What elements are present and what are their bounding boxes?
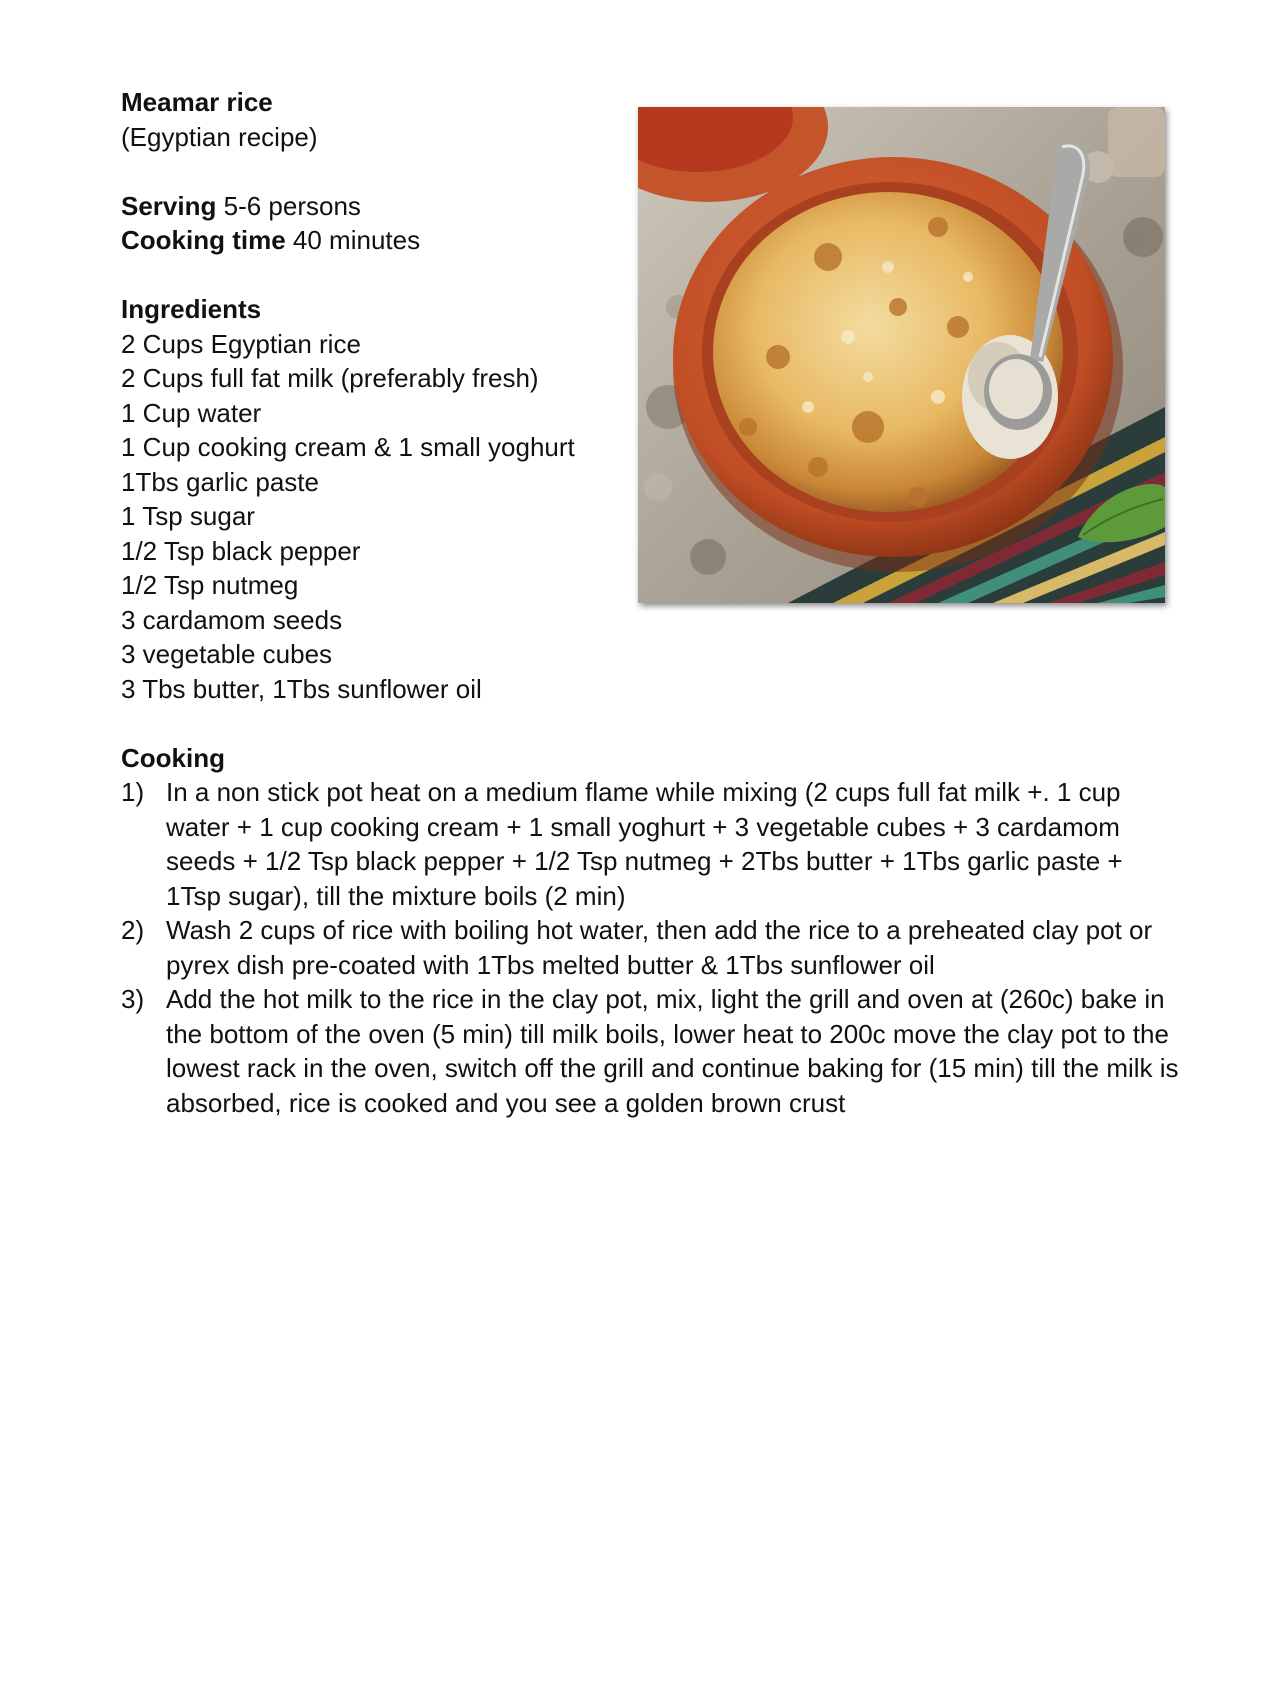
step-text: Add the hot milk to the rice in the clay pot, mix, light the grill and oven at (260c) bake in the bottom of the oven (5 min) till milk boils, lower heat to 200c move the clay pot to the lowest rack in the oven, switch off the grill and continue baking for (15 min) till the milk is absorbed, rice is cooked and you see a golden brown crust xyxy=(166,984,1179,1118)
ingredient-item: 3 Tbs butter, 1Tbs sunflower oil xyxy=(121,673,482,704)
ingredient-item: 1/2 Tsp black pepper xyxy=(121,535,361,566)
ingredient-item: 2 Cups full fat milk (preferably fresh) xyxy=(121,363,539,393)
cooking-step xyxy=(121,913,1181,982)
recipe-photo xyxy=(638,107,1165,603)
ingredient-item: 1 Tsp sugar xyxy=(121,501,255,531)
ingredient-item: 2 Cups Egyptian rice xyxy=(121,328,361,359)
recipe-subtitle: (Egyptian recipe) xyxy=(121,121,318,152)
ingredient-item: 1 Cup cooking cream & 1 small yoghurt xyxy=(121,432,575,462)
cooking-steps xyxy=(121,775,1181,1120)
baked-rice-illustration xyxy=(638,107,1165,603)
step-number: 3) xyxy=(121,984,145,1014)
serving-value: 5-6 persons xyxy=(223,190,361,221)
ingredients-heading: Ingredients xyxy=(121,294,262,324)
serving-label: Serving xyxy=(121,190,217,221)
ingredient-item: 1/2 Tsp nutmeg xyxy=(121,570,299,600)
step-number: 1) xyxy=(121,777,145,807)
step-number: 2) xyxy=(121,915,145,945)
ingredient-item: 1Tbs garlic paste xyxy=(121,466,319,497)
cooking-step xyxy=(121,982,1181,1120)
step-text: Wash 2 cups of rice with boiling hot water, then add the rice to a preheated clay pot or pyrex dish pre-coated with 1Tbs melted butter & 1Tbs sunflower oil xyxy=(166,915,1153,980)
cooking-heading: Cooking xyxy=(121,742,225,773)
ingredient-item: 3 cardamom seeds xyxy=(121,604,343,635)
step-text: In a non stick pot heat on a medium flame while mixing (2 cups full fat milk +. 1 cup water + 1 cup cooking cream + 1 small yoghurt + 3 vegetable cubes + 3 cardamom seeds + 1/2 Tsp black pepper + 1/2 Tsp nutmeg + 2Tbs butter + 1Tbs garlic paste + 1Tsp sugar), till the mixture boils (2 min) xyxy=(166,777,1123,911)
cooking-step xyxy=(121,775,1181,913)
cooking-time-value: 40 minutes xyxy=(292,225,421,255)
ingredient-item: 1 Cup water xyxy=(121,397,262,428)
ingredient-item: 3 vegetable cubes xyxy=(121,639,333,669)
recipe-title: Meamar rice xyxy=(121,87,273,117)
cooking-time-label: Cooking time xyxy=(121,225,286,255)
